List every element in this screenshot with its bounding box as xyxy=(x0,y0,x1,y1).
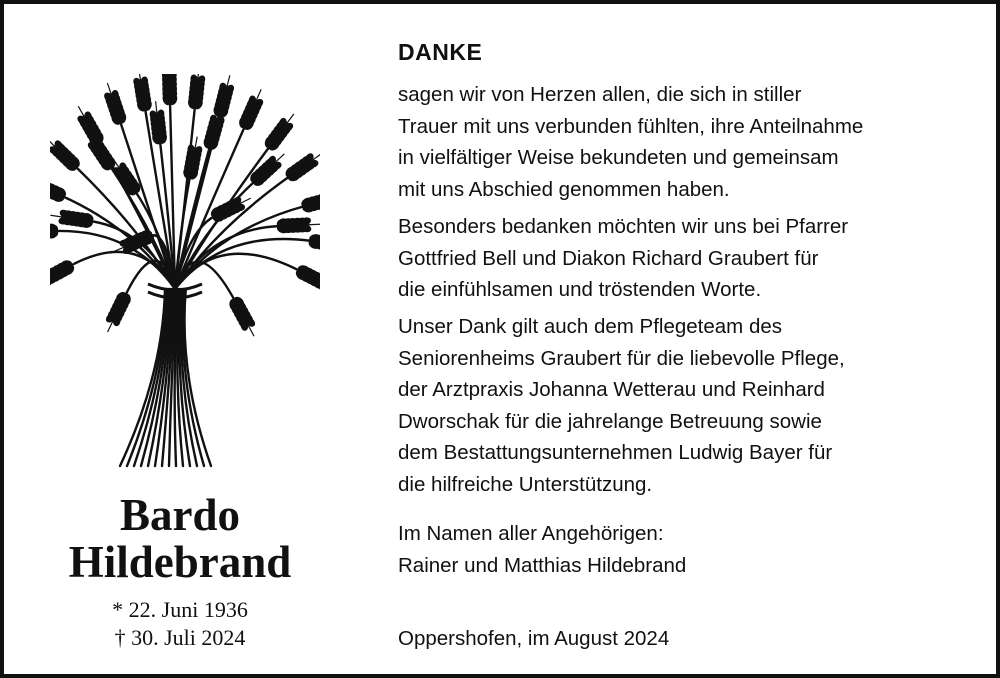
text-line: sagen wir von Herzen allen, die sich in stiller xyxy=(398,83,802,106)
text-line: Dworschak für die jahrelange Betreuung sowie xyxy=(398,409,822,433)
paragraph-thanks xyxy=(398,79,978,205)
place-date xyxy=(398,623,978,655)
signature-intro: Im Namen aller Angehörigen: xyxy=(398,522,664,545)
birth-date: * 22. Juni 1936 xyxy=(112,597,248,622)
wheat-sheaf-icon xyxy=(50,74,320,474)
deceased-first-name: Bardo xyxy=(119,490,240,540)
text-line: Besonders bedanken möchten wir uns bei Pfarrer xyxy=(398,215,849,238)
text-line: Gottfried Bell und Diakon Richard Graubert für xyxy=(398,246,819,270)
signature-names: Rainer und Matthias Hildebrand xyxy=(398,553,687,577)
text-line: dem Bestattungsunternehmen Ludwig Bayer für xyxy=(398,441,833,465)
text-line: die einfühlsamen und tröstenden Worte. xyxy=(398,278,762,302)
deceased-last-name: Hildebrand xyxy=(68,537,292,587)
text-line: in vielfältiger Weise bekundeten und gemeinsam xyxy=(398,146,839,170)
text-line: Unser Dank gilt auch dem Pflegeteam des xyxy=(398,315,783,338)
text-line: die hilfreiche Unterstützung. xyxy=(398,472,653,496)
paragraph-care xyxy=(398,311,978,501)
place-date-line: Oppershofen, im August 2024 xyxy=(398,627,670,650)
deceased-panel xyxy=(4,4,364,674)
death-date: † 30. Juli 2024 xyxy=(114,625,246,650)
text-line: Trauer mit uns verbunden fühlten, ihre Anteilnahme xyxy=(398,114,864,138)
heading: DANKE xyxy=(398,39,483,65)
text-line: Seniorenheims Graubert für die liebevolle Pflege, xyxy=(398,346,845,370)
text-line: mit uns Abschied genommen haben. xyxy=(398,177,730,201)
paragraph-clergy xyxy=(398,211,978,306)
signature xyxy=(398,518,978,581)
text-line: der Arztpraxis Johanna Wetterau und Reinhard xyxy=(398,378,825,402)
